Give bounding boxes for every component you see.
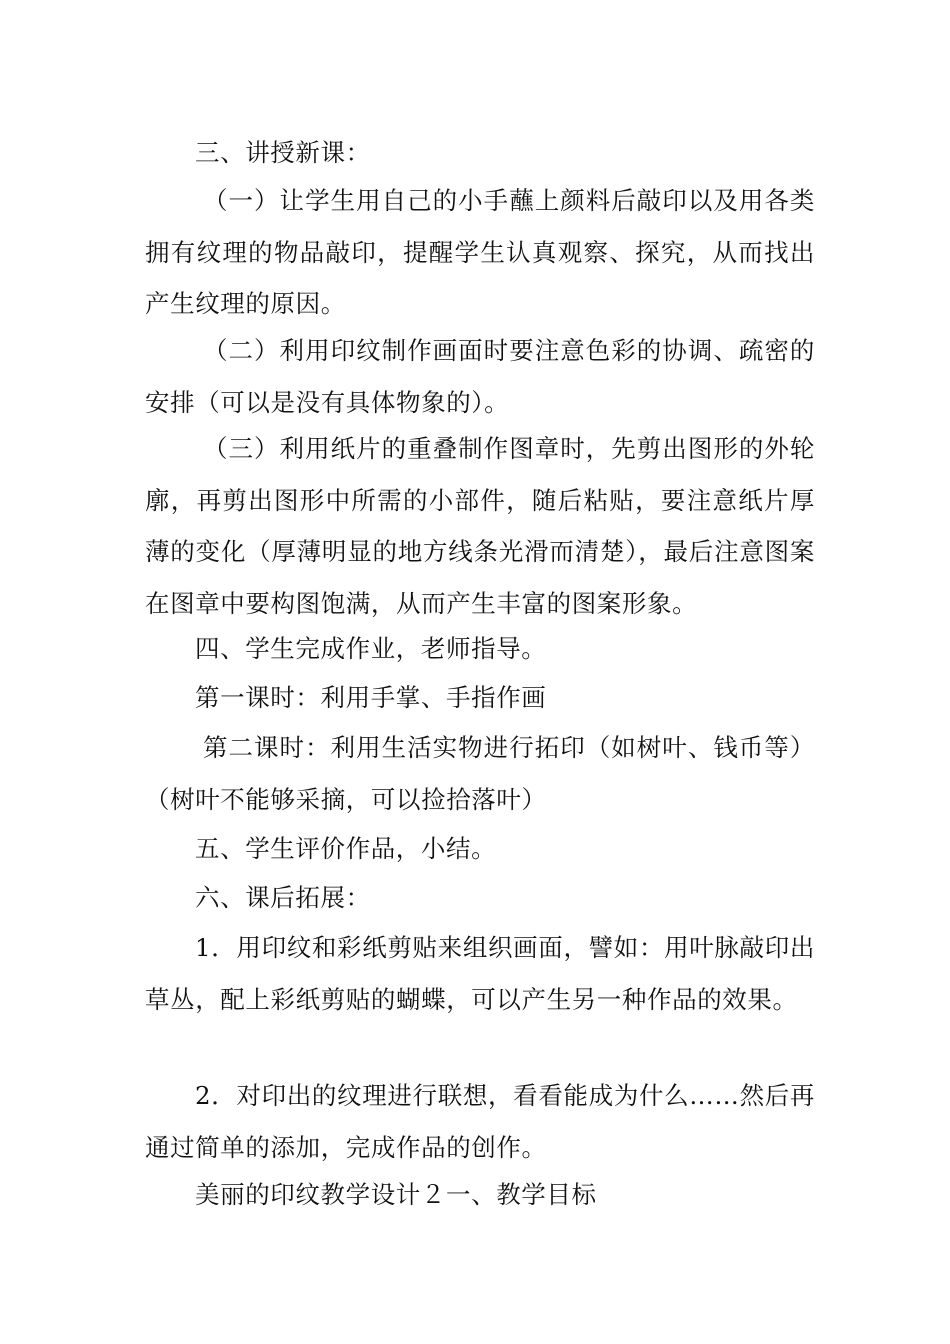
paragraph-second-period: 第二课时：利用生活实物进行拓印（如树叶、钱币等）（树叶不能够采摘，可以捡拾落叶） (145, 733, 815, 814)
paragraph-step-three: （三）利用纸片的重叠制作图章时，先剪出图形的外轮廓，再剪出图形中所需的小部件，随后粘贴，要注意纸片厚薄的变化（厚薄明显的地方线条光滑而清楚），最后注意图案在图章中要构图饱满，从而产生丰富的图案形象。 (145, 434, 815, 618)
section-heading-homework: 四、学生完成作业，老师指导。 (195, 634, 547, 663)
paragraph-step-one: （一）让学生用自己的小手蘸上颜料后敲印以及用各类拥有纹理的物品敲印，提醒学生认真观察、探究，从而找出产生纹理的原因。 (145, 186, 815, 318)
paragraph-step-two: （二）利用印纹制作画面时要注意色彩的协调、疏密的安排（可以是没有具体物象的）。 (145, 336, 815, 417)
paragraph-first-period: 第一课时：利用手掌、手指作画 (195, 683, 547, 712)
section-heading-extension: 六、课后拓展： (195, 883, 371, 912)
section-heading-new-lesson: 三、讲授新课： (195, 138, 371, 167)
paragraph-extension-one: 1．用印纹和彩纸剪贴来组织画面，譬如：用叶脉敲印出草丛，配上彩纸剪贴的蝴蝶，可以产生另一种作品的效果。 (145, 933, 815, 1014)
paragraph-extension-two: 2．对印出的纹理进行联想，看看能成为什么……然后再通过简单的添加，完成作品的创作。 (145, 1081, 815, 1162)
section-heading-evaluation: 五、学生评价作品，小结。 (195, 834, 497, 863)
section-heading-design-two: 美丽的印纹教学设计２一、教学目标 (195, 1180, 597, 1209)
